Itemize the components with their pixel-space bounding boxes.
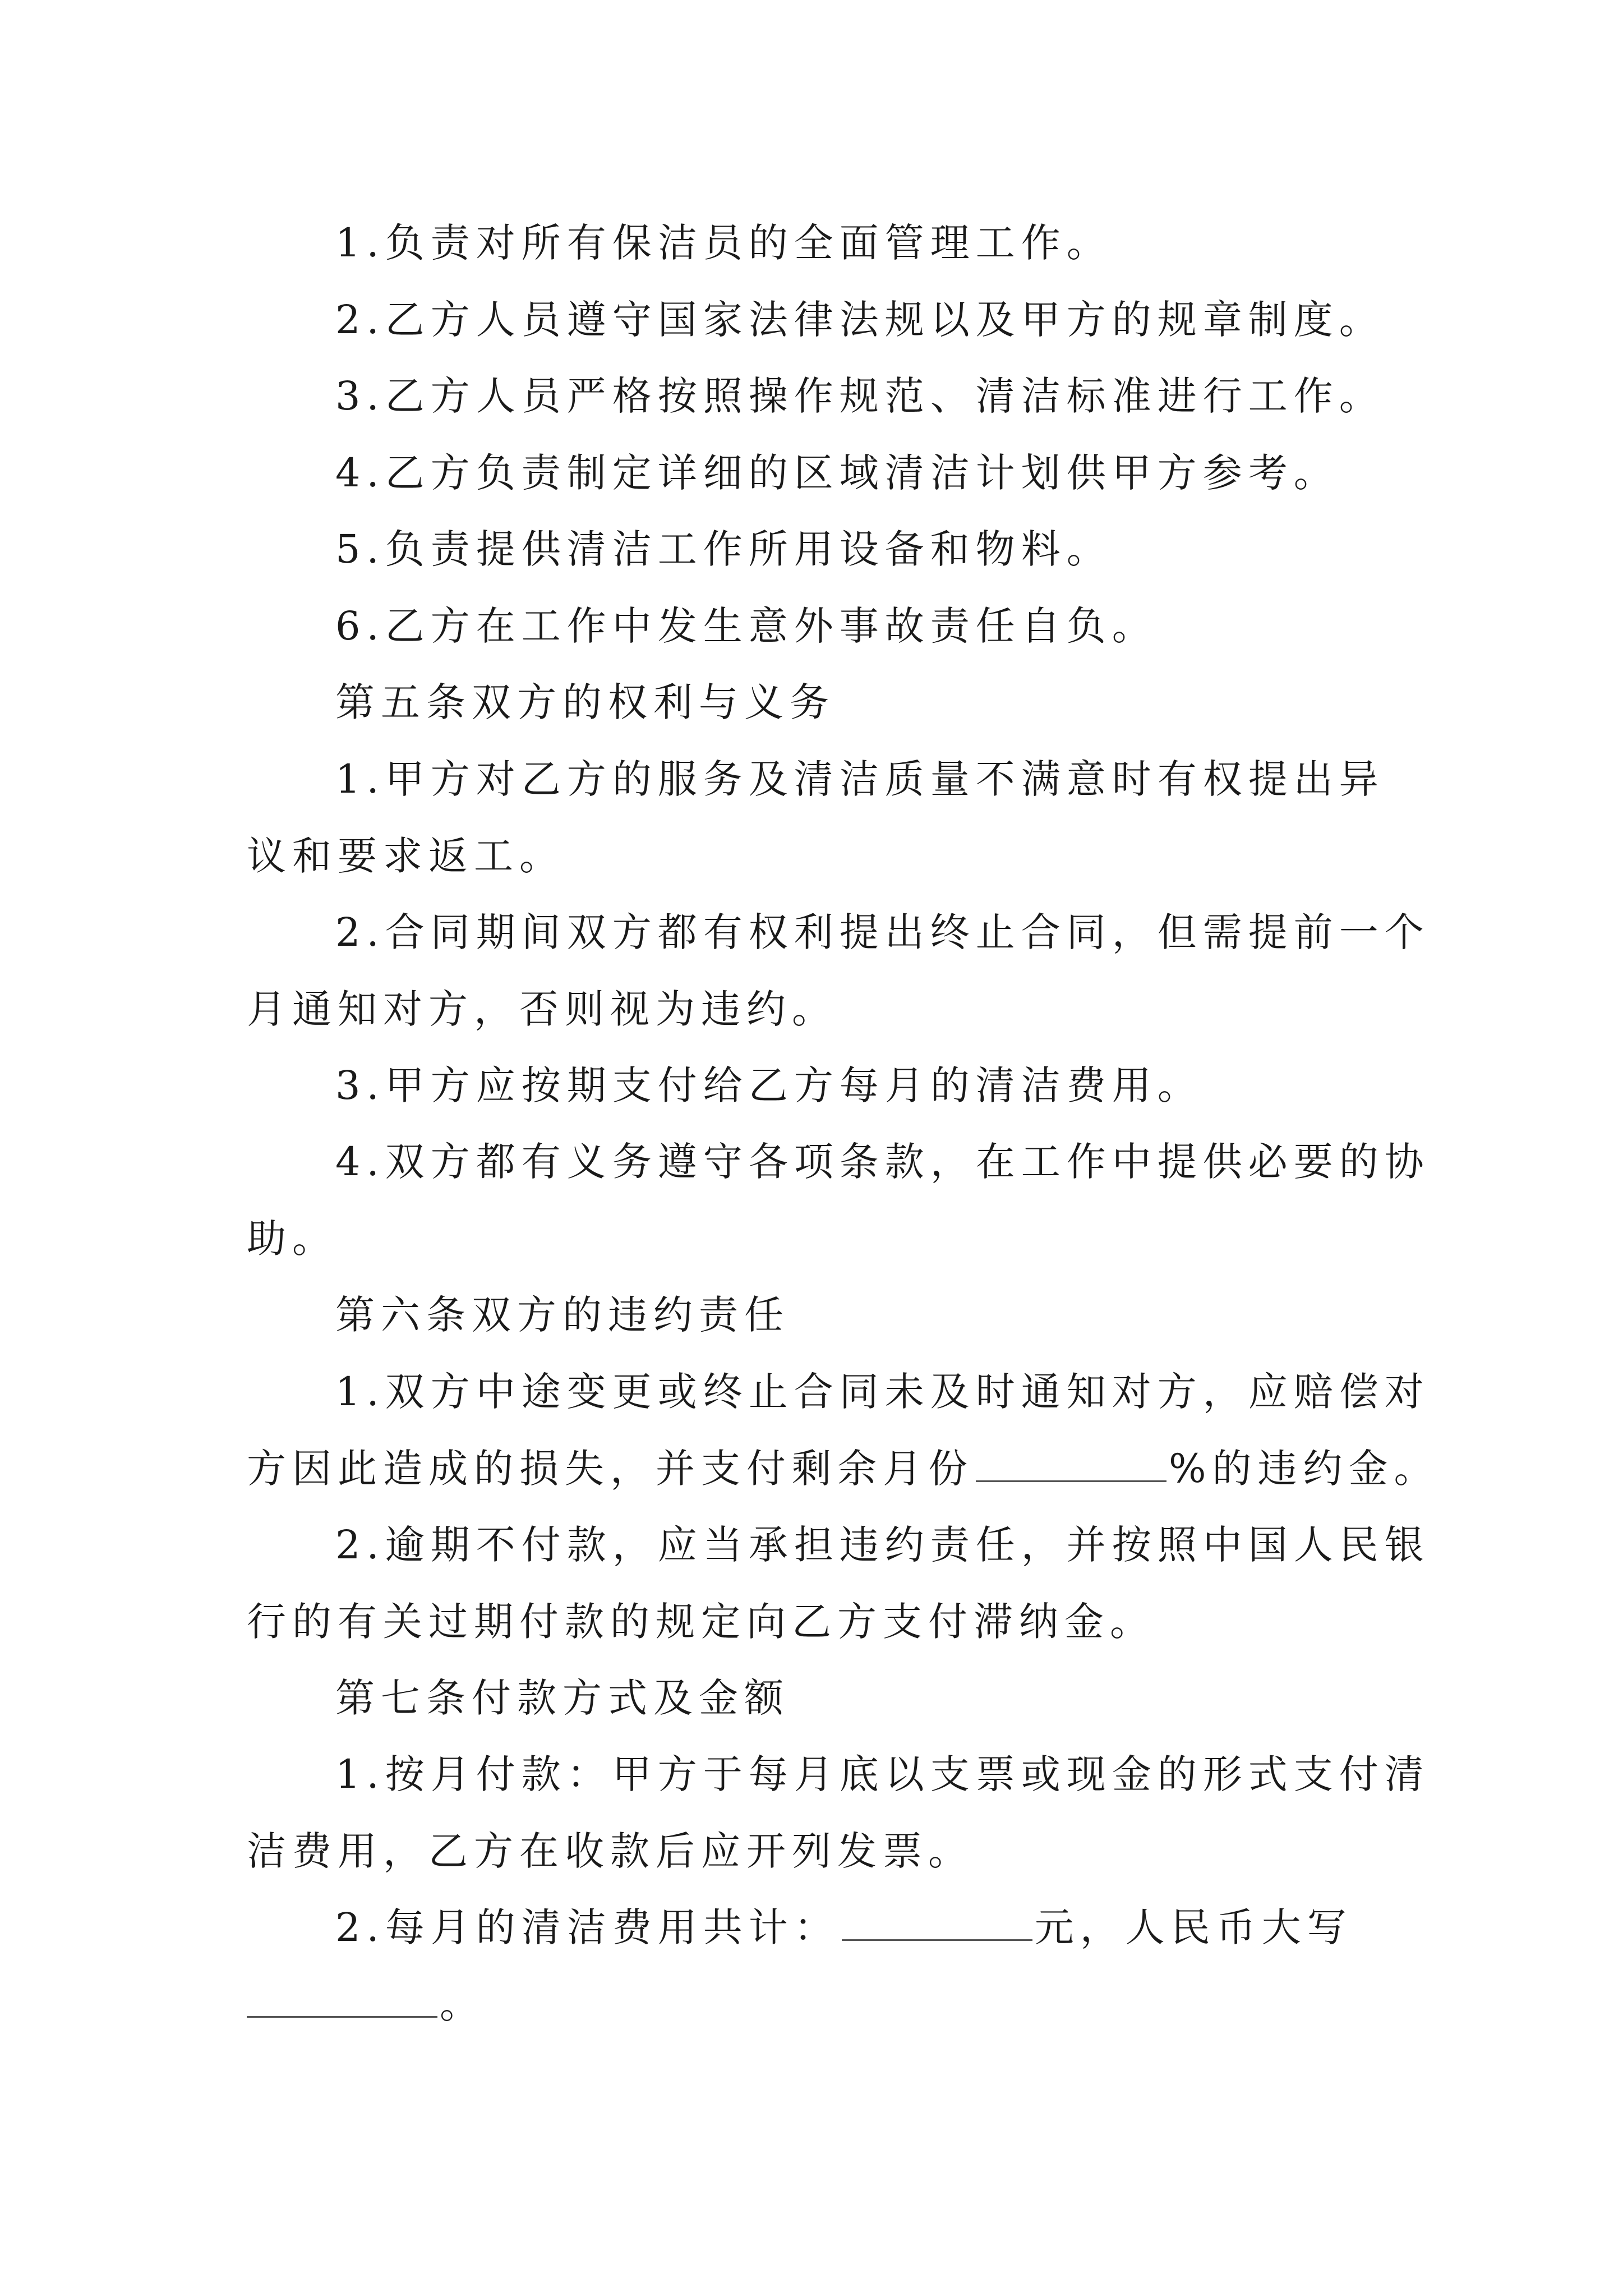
section-heading: 第六条双方的违约责任 (335, 1292, 790, 1338)
clause-4-item-1 (247, 205, 1391, 282)
clause-6-item-1 (247, 1354, 1440, 1507)
text-line: 洁费用，乙方在收款后应开列发票。 (247, 1828, 974, 1874)
clause-4-item-5 (247, 511, 1391, 588)
text-line: 1.双方中途变更或终止合同未及时通知对方，应赔偿对 (335, 1369, 1430, 1415)
text-line: 4.双方都有义务遵守各项条款，在工作中提供必要的协 (335, 1139, 1430, 1185)
text-line: 行的有关过期付款的规定向乙方支付滞纳金。 (247, 1599, 1155, 1645)
text-line: 3.乙方人员严格按照操作规范、清洁标准进行工作。 (335, 373, 1385, 419)
text-line: 助。 (247, 1216, 338, 1262)
text-line: 5.负责提供清洁工作所用设备和物料。 (335, 526, 1112, 572)
clause-4-item-6 (247, 588, 1391, 665)
fill-in-blank (976, 1480, 1166, 1482)
clause-7-item-2 (247, 1889, 1391, 2043)
fill-in-blank (247, 2016, 437, 2018)
clause-5-item-1 (247, 741, 1391, 895)
clause-5-item-2 (247, 894, 1430, 1048)
clause-5-item-4 (247, 1124, 1430, 1277)
text-line: 1.负责对所有保洁员的全面管理工作。 (335, 220, 1112, 266)
text-line: 1.甲方对乙方的服务及清洁质量不满意时有权提出异 (335, 756, 1385, 802)
clause-7-heading (247, 1660, 1391, 1737)
clause-4-item-3 (247, 358, 1391, 435)
text-line: 2.合同期间双方都有权利提出终止合同，但需提前一个 (335, 909, 1430, 955)
text-segment: 2.每月的清洁费用共计： (335, 1904, 840, 1950)
text-segment: 元，人民币大写 (1034, 1904, 1353, 1950)
text-line: 1.按月付款：甲方于每月底以支票或现金的形式支付清 (335, 1751, 1430, 1797)
text-line: 3.甲方应按期支付给乙方每月的清洁费用。 (335, 1062, 1203, 1108)
fill-in-blank (842, 1939, 1032, 1941)
clause-6-item-2 (247, 1507, 1430, 1660)
clause-7-item-1 (247, 1736, 1430, 1890)
text-line: 2.逾期不付款，应当承担违约责任，并按照中国人民银 (335, 1522, 1430, 1568)
clause-5-heading (247, 664, 1391, 741)
clause-4-item-2 (247, 282, 1391, 358)
text-line: 议和要求返工。 (247, 833, 565, 879)
text-line: 月通知对方，否则视为违约。 (247, 986, 837, 1032)
clause-4-item-4 (247, 435, 1391, 512)
text-line: 6.乙方在工作中发生意外事故责任自负。 (335, 603, 1158, 649)
section-heading: 第七条付款方式及金额 (335, 1675, 790, 1721)
text-line: 4.乙方负责制定详细的区域清洁计划供甲方参考。 (335, 450, 1339, 496)
text-segment: 方因此造成的损失，并支付剩余月份 (247, 1446, 974, 1492)
clause-6-heading (247, 1277, 1391, 1354)
section-heading: 第五条双方的权利与义务 (335, 679, 835, 725)
text-line-with-blank (247, 1889, 1391, 1966)
clause-5-item-3 (247, 1047, 1391, 1124)
text-line-with-blank (247, 1966, 1391, 2043)
text-line: 2.乙方人员遵守国家法律法规以及甲方的规章制度。 (335, 297, 1385, 343)
text-line-with-blank (247, 1430, 1440, 1507)
text-segment: 。 (440, 1981, 485, 2027)
text-segment: %的违约金。 (1169, 1446, 1440, 1492)
